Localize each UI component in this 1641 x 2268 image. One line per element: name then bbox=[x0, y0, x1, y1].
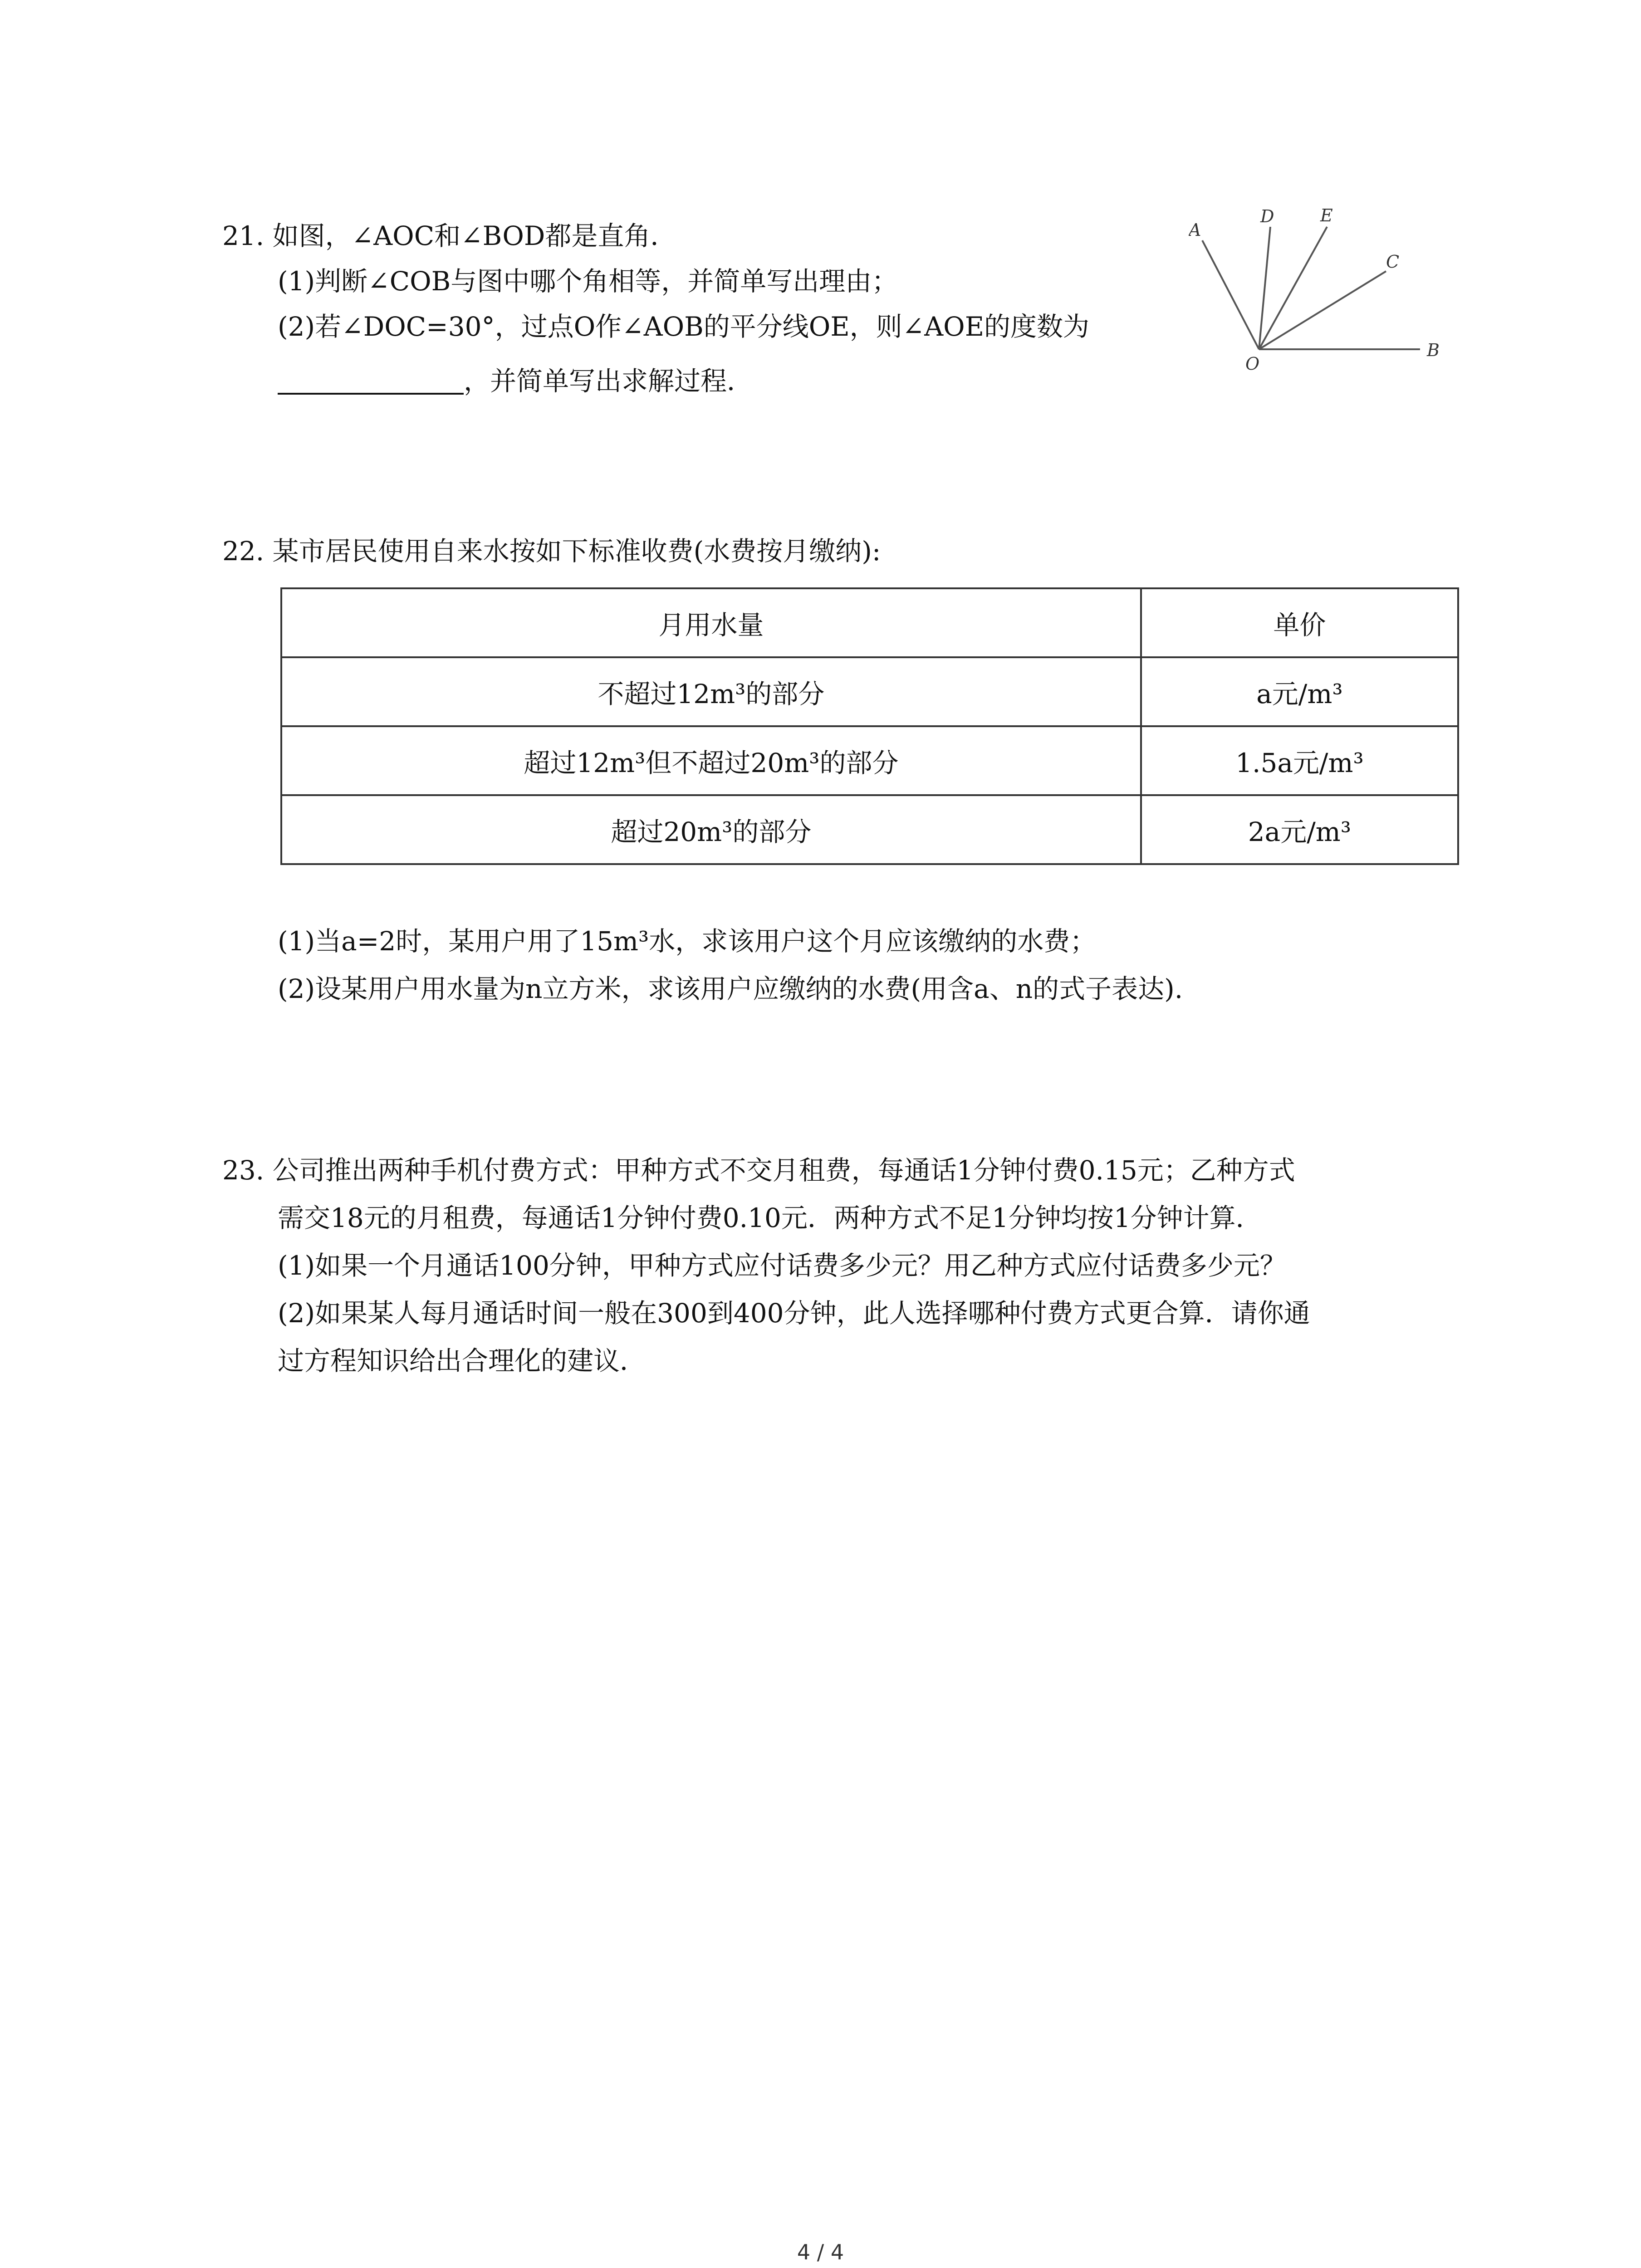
table-row bbox=[281, 657, 1458, 726]
page-number: 4 / 4 bbox=[797, 2240, 844, 2264]
label-c: C bbox=[1386, 252, 1400, 272]
q23-line3: (1)如果一个月通话100分钟，甲种方式应付话费多少元？用乙种方式应付话费多少元？ bbox=[278, 1250, 1286, 1281]
water-price-table bbox=[280, 587, 1459, 865]
label-a: A bbox=[1189, 220, 1201, 240]
header-usage: 月用水量 bbox=[281, 588, 1141, 657]
cell-usage: 超过12m³但不超过20m³的部分 bbox=[281, 726, 1141, 795]
cell-price: 2a元/m³ bbox=[1141, 795, 1458, 864]
q21-line2: (1)判断∠COB与图中哪个角相等，并简单写出理由； bbox=[278, 266, 898, 297]
q23-line5: 过方程知识给出合理化的建议． bbox=[278, 1345, 647, 1376]
q23-line1: 23. 公司推出两种手机付费方式：甲种方式不交月租费，每通话1分钟付费0.15元；乙种方式 bbox=[222, 1155, 1295, 1186]
ray-oa bbox=[1202, 240, 1259, 349]
cell-usage: 超过20m³的部分 bbox=[281, 795, 1141, 864]
q23-line2: 需交18元的月租费，每通话1分钟付费0.10元．两种方式不足1分钟均按1分钟计算． bbox=[278, 1202, 1262, 1233]
answer-blank bbox=[278, 366, 464, 395]
q21-line4 bbox=[278, 363, 753, 399]
label-d: D bbox=[1260, 206, 1274, 226]
q21-line4-suffix: ，并简单写出求解过程． bbox=[464, 366, 754, 396]
q22-sub2: (2)设某用户用水量为n立方米，求该用户应缴纳的水费(用含a、n的式子表达). bbox=[278, 973, 1183, 1004]
q23-line4: (2)如果某人每月通话时间一般在300到400分钟，此人选择哪种付费方式更合算．请你通 bbox=[278, 1298, 1310, 1329]
q21-line3: (2)若∠DOC=30°，过点O作∠AOB的平分线OE，则∠AOE的度数为 bbox=[278, 311, 1090, 342]
label-e: E bbox=[1320, 205, 1333, 225]
table-row bbox=[281, 726, 1458, 795]
label-b: B bbox=[1427, 340, 1440, 360]
cell-usage: 不超过12m³的部分 bbox=[281, 657, 1141, 726]
table-row bbox=[281, 795, 1458, 864]
header-price: 单价 bbox=[1141, 588, 1458, 657]
q22-intro: 22. 某市居民使用自来水按如下标准收费(水费按月缴纳): bbox=[222, 536, 881, 567]
ray-oc bbox=[1259, 271, 1386, 349]
cell-price: a元/m³ bbox=[1141, 657, 1458, 726]
q22-sub1: (1)当a=2时，某用户用了15m³水，求该用户这个月应该缴纳的水费； bbox=[278, 926, 1097, 957]
angle-diagram bbox=[1189, 200, 1470, 381]
cell-price: 1.5a元/m³ bbox=[1141, 726, 1458, 795]
table-header-row bbox=[281, 588, 1458, 657]
q21-line1: 21. 如图，∠AOC和∠BOD都是直角． bbox=[222, 220, 677, 251]
label-o: O bbox=[1245, 354, 1260, 374]
